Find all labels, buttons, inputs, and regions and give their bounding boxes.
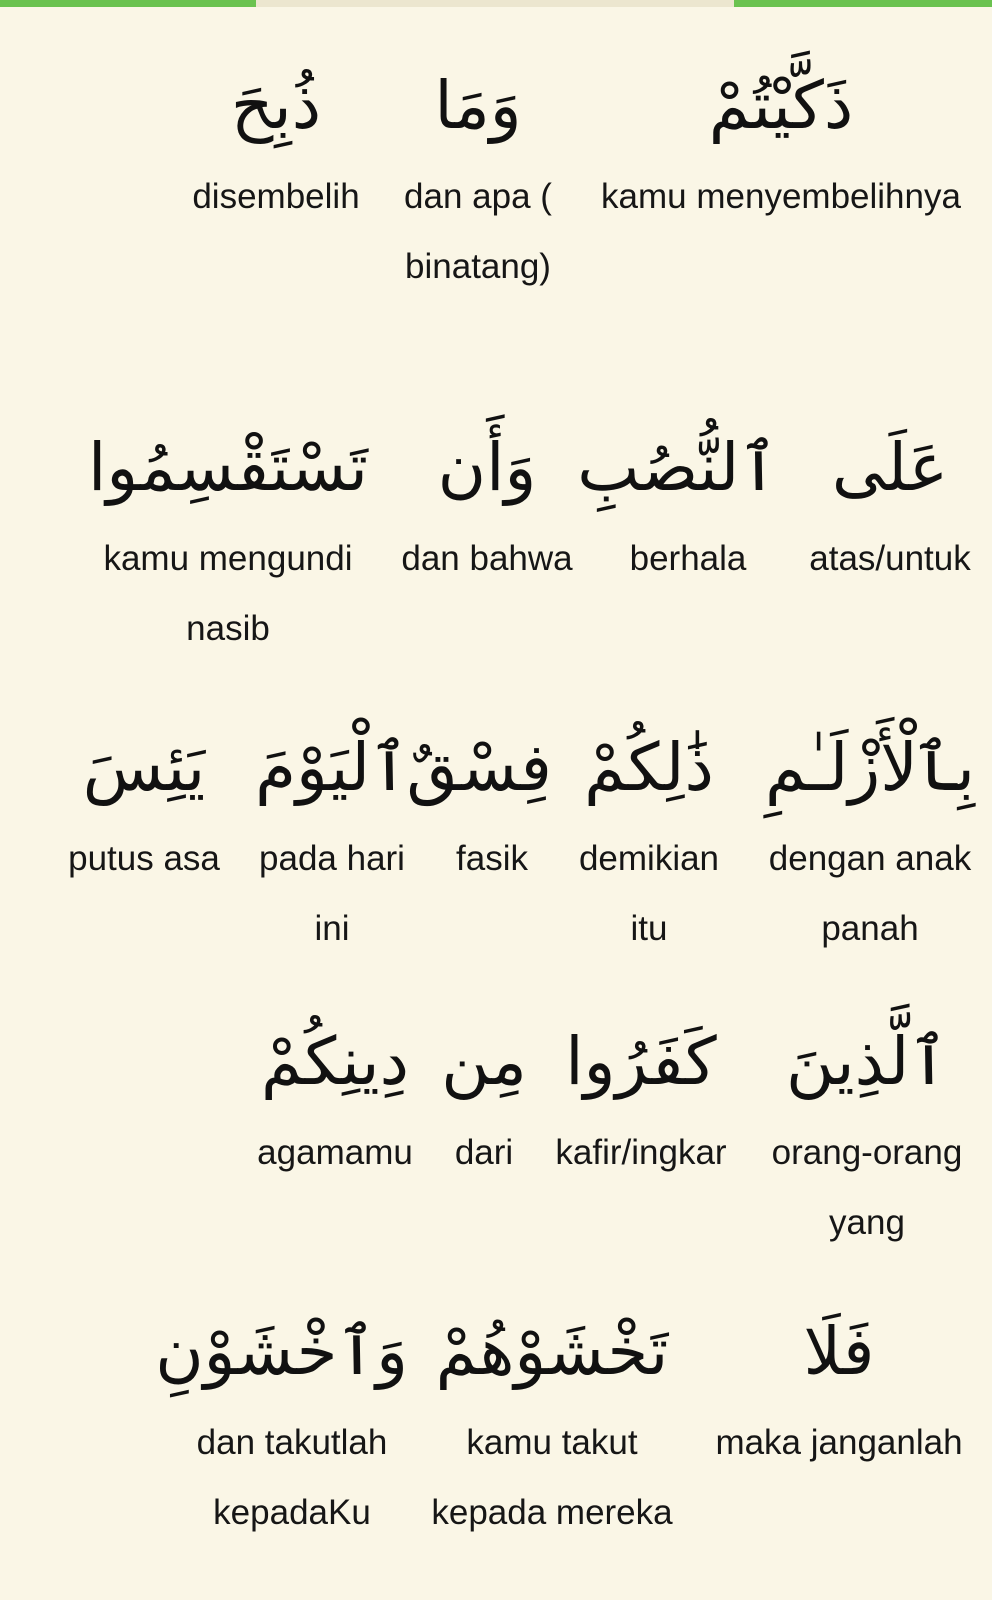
word-meaning: fasik <box>456 839 528 878</box>
word-meaning: kamu mengundi nasib <box>103 539 353 648</box>
arabic-word: فَلَا <box>803 1313 875 1390</box>
word-item[interactable] <box>576 56 986 232</box>
word-item[interactable] <box>406 718 552 894</box>
word-item[interactable] <box>78 418 378 664</box>
word-item[interactable] <box>748 718 992 964</box>
arabic-word: عَلَى <box>831 429 949 506</box>
word-meaning: kamu takut kepada mereka <box>431 1423 673 1532</box>
arabic-word: ذَكَّيْتُمْ <box>708 67 854 144</box>
word-meaning: maka janganlah <box>715 1423 963 1462</box>
word-meaning: dari <box>454 1133 514 1172</box>
arabic-word: كَفَرُوا <box>565 1023 717 1100</box>
arabic-word: وَأَن <box>437 429 537 506</box>
word-item[interactable] <box>438 1012 530 1188</box>
word-item[interactable] <box>696 1302 982 1478</box>
word-item[interactable] <box>52 718 236 894</box>
arabic-word: يَئِسَ <box>82 729 206 806</box>
arabic-word: بِٱلْأَزْلَـٰمِ <box>765 729 975 806</box>
arabic-word: وَمَا <box>434 67 522 144</box>
word-meaning: dan bahwa <box>401 539 573 578</box>
arabic-word: فِسْقٌ <box>406 729 552 806</box>
word-meaning: orang-orang yang <box>771 1133 963 1242</box>
progress-segment-right <box>734 0 992 7</box>
word-meaning: disembelih <box>192 177 360 216</box>
word-item[interactable] <box>752 1012 982 1258</box>
arabic-word: مِن <box>441 1023 527 1100</box>
progress-segment-left <box>0 0 256 7</box>
word-meaning: putus asa <box>68 839 220 878</box>
word-meaning: kafir/ingkar <box>555 1133 727 1172</box>
progress-track <box>0 0 992 7</box>
arabic-word: ذُبِحَ <box>230 67 322 144</box>
word-meaning: dan apa ( binatang) <box>404 177 552 286</box>
word-meaning: demikian itu <box>578 839 720 948</box>
arabic-word: تَسْتَقْسِمُوا <box>87 429 369 506</box>
arabic-word: دِينِكُمْ <box>260 1023 410 1100</box>
word-item[interactable] <box>176 56 376 232</box>
word-item[interactable] <box>788 418 992 594</box>
arabic-word: ٱلنُّصُبِ <box>577 429 778 506</box>
word-item[interactable] <box>384 418 590 594</box>
word-meaning: kamu menyembelihnya <box>601 177 961 216</box>
word-item[interactable] <box>240 1012 430 1188</box>
word-item[interactable] <box>155 1302 408 1548</box>
word-meaning: dengan anak panah <box>768 839 972 948</box>
arabic-word: ٱلْيَوْمَ <box>255 729 409 806</box>
arabic-word: وَٱخْشَوْنِ <box>155 1313 408 1390</box>
word-item[interactable] <box>560 718 738 964</box>
word-item[interactable] <box>414 1302 690 1548</box>
arabic-word: ذَٰلِكُمْ <box>584 729 714 806</box>
arabic-word: ٱلَّذِينَ <box>785 1023 949 1100</box>
arabic-word: تَخْشَوْهُمْ <box>435 1313 669 1390</box>
word-item[interactable] <box>536 1012 746 1188</box>
word-meaning: berhala <box>629 539 747 578</box>
word-meaning: pada hari ini <box>259 839 405 948</box>
word-meaning: atas/untuk <box>809 539 971 578</box>
word-item[interactable] <box>577 418 778 594</box>
word-item[interactable] <box>242 718 422 964</box>
word-meaning: agamamu <box>257 1133 413 1172</box>
word-item[interactable] <box>388 56 568 302</box>
word-meaning: dan takutlah kepadaKu <box>196 1423 388 1532</box>
